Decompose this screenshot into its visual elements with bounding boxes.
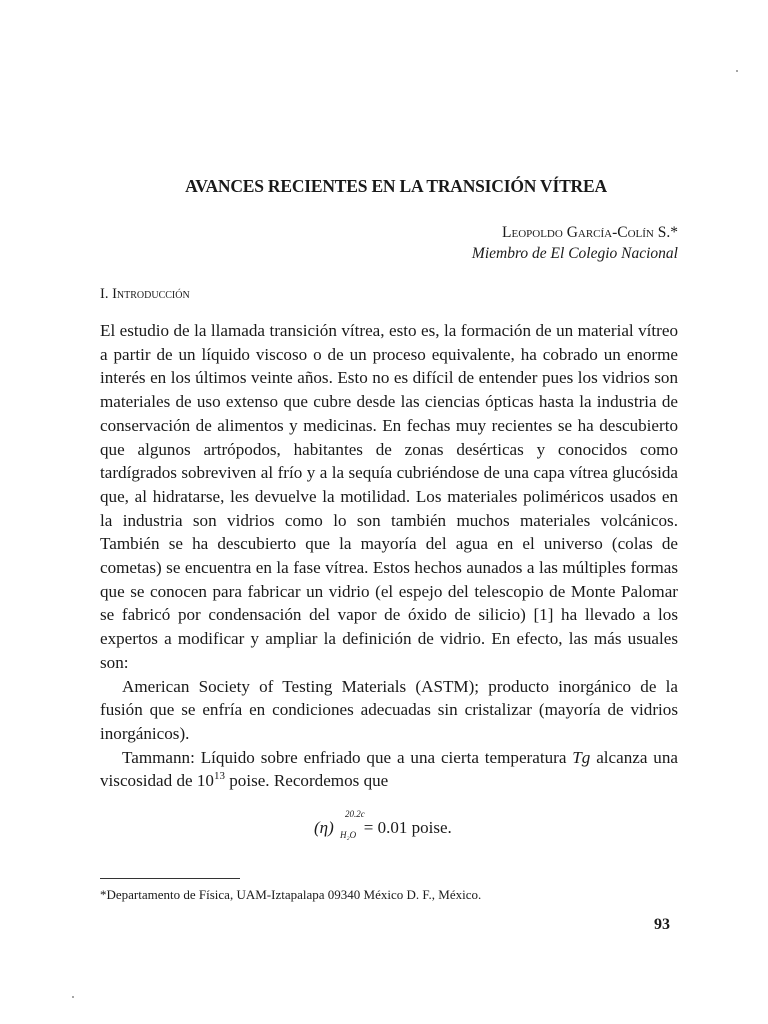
author-affiliation: Miembro de El Colegio Nacional bbox=[471, 245, 678, 262]
paragraph-intro: El estudio de la llamada transición vítrea, esto es, la formación de un material vítreo a partir de un líquido viscoso o de un proceso equivalente, ha cobrado un enorme interés en los últimos veinte años. Esto no es difícil de entender pues los vidrios son materiales de uso extenso que cubre desde las ciencias ópticas hasta la industria de conservación de alimentos y medicinas. En fechas muy recientes se ha descubierto que algunos artrópodos, habitantes de zonas desérticas y conocidos como tardígrados sobreviven al frío y a la sequía cubriéndose de una capa vítrea glucósida que, al hidratarse, les devuelve la motilidad. Los materiales poliméricos usados en la industria son vidrios como lo son también muchos materiales volcánicos. También se ha descubierto que la mayoría del agua en el universo (colas de cometas) se encuentra en la fase vítrea. Estos hechos aunados a las múltiples formas que se conocen para fabricar un vidrio (el espejo del telescopio de Monte Palomar se fabricó por condensación del vapor de óxido de silicio) [1] ha llevado a los expertos a modificar y ampliar la definición de vidrio. En efecto, las más usuales son: bbox=[100, 321, 678, 672]
section-heading: I. Introducción bbox=[100, 286, 190, 302]
body-text bbox=[100, 319, 678, 793]
paragraph-tammann: Tammann: Líquido sobre enfriado que a una cierta temperatura Tg alcanza una viscosidad de $10^{13}$ poise. Recordemos que bbox=[100, 747, 678, 791]
formula-subscript: H₂O bbox=[340, 830, 357, 840]
footnote-rule bbox=[100, 878, 240, 879]
author-name: Leopoldo García-Colín S.* bbox=[502, 224, 678, 241]
scan-speck bbox=[736, 70, 738, 72]
viscosity-formula bbox=[314, 809, 452, 840]
formula-rhs: = 0.01 poise. bbox=[363, 818, 452, 837]
scan-speck bbox=[72, 996, 74, 998]
footnote: *Departamento de Física, UAM-Iztapalapa 09340 México D. F., México. bbox=[100, 887, 482, 902]
viscosity-exponent: 13 bbox=[213, 770, 225, 783]
page-number: 93 bbox=[654, 916, 670, 933]
paragraph-astm: American Society of Testing Materials (ASTM); producto inorgánico de la fusión que se enfría en condiciones adecuadas sin cristalizar (mayoría de vidrios inorgánicos). bbox=[100, 676, 678, 743]
formula-superscript: 20.2c bbox=[345, 809, 365, 819]
formula-lhs bbox=[314, 809, 365, 840]
author-block bbox=[472, 222, 678, 264]
paper-title: AVANCES RECIENTES EN LA TRANSICIÓN VÍTREA bbox=[185, 176, 607, 196]
eta-symbol: (η) bbox=[314, 818, 334, 837]
tg-symbol: Tg bbox=[572, 747, 591, 767]
